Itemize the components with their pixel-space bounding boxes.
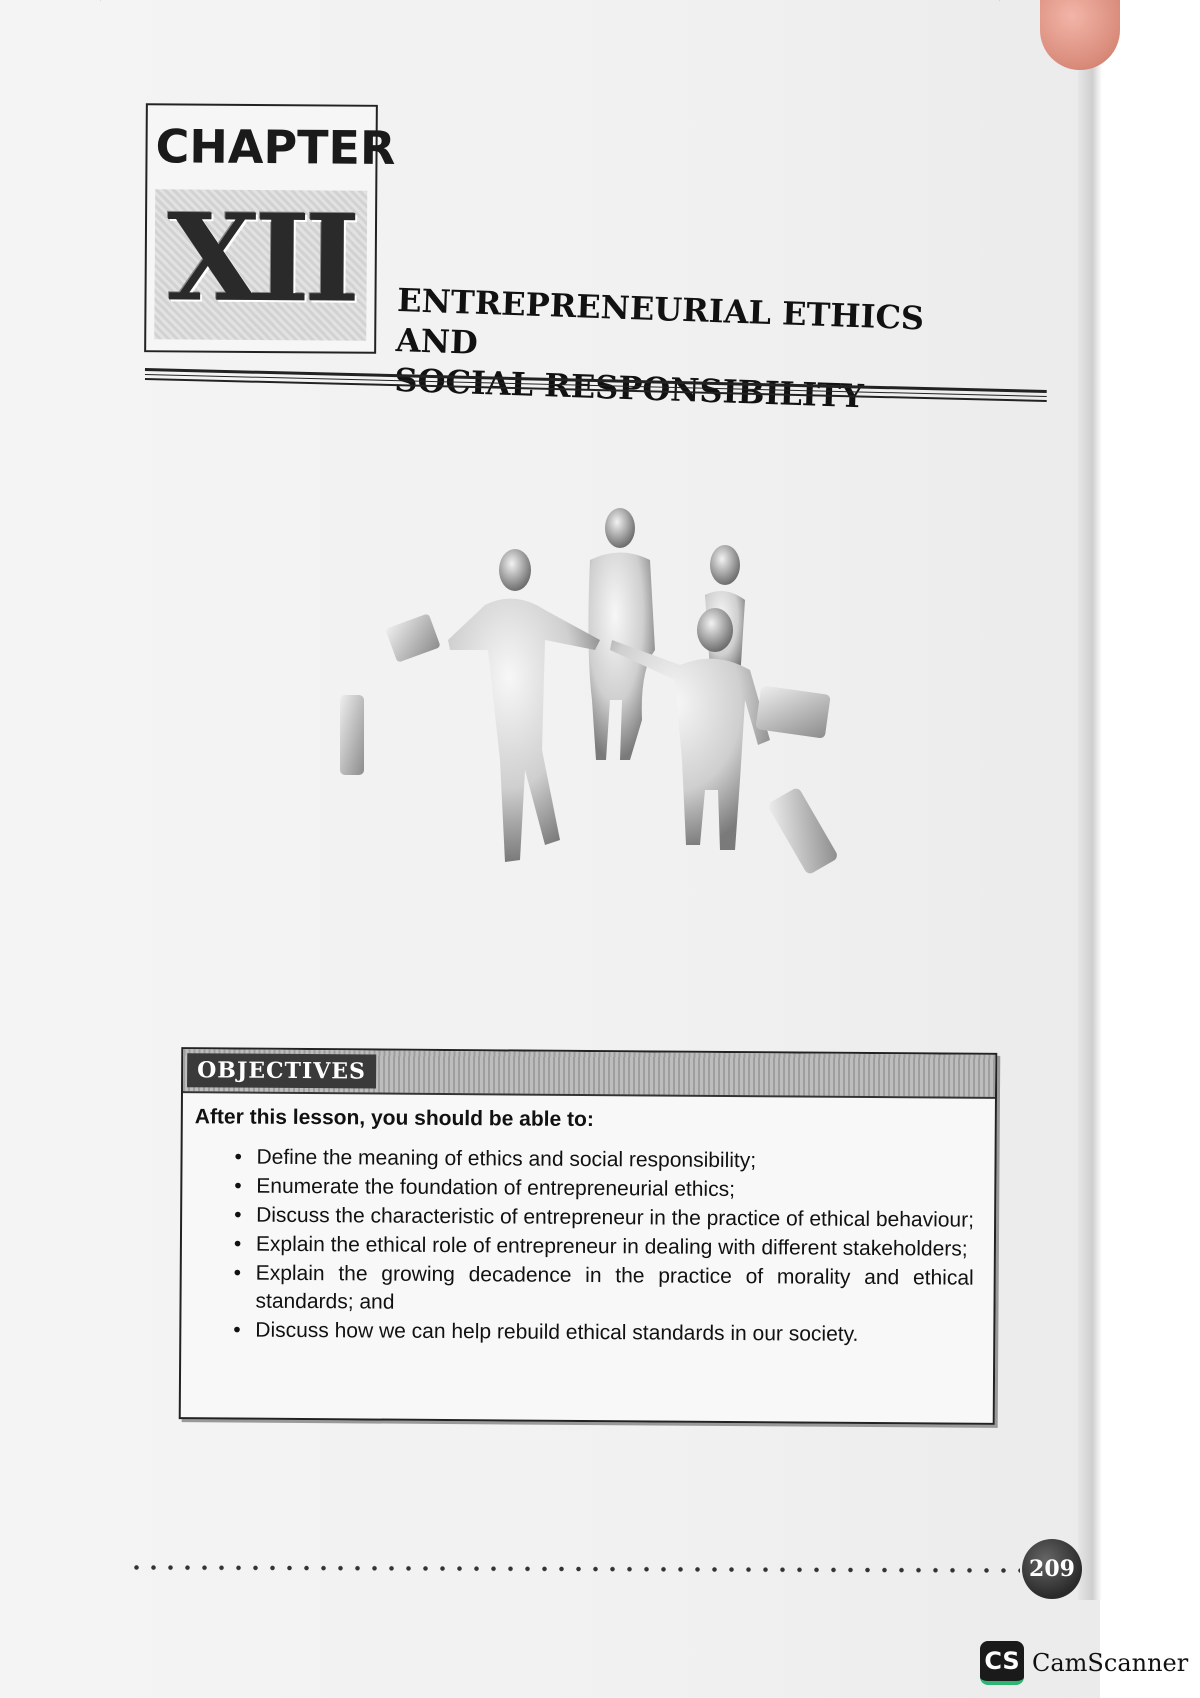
objectives-heading: OBJECTIVES bbox=[187, 1053, 376, 1088]
objective-item: • Discuss how we can help rebuild ethical standards in our society. bbox=[233, 1318, 859, 1346]
finger-icon bbox=[1040, 0, 1120, 70]
objective-item: • Enumerate the foundation of entrepreneurial ethics; bbox=[234, 1174, 736, 1202]
chapter-label: CHAPTER bbox=[155, 119, 396, 175]
chapter-numeral: XII bbox=[166, 187, 355, 330]
figure-back bbox=[588, 508, 655, 760]
chapter-title bbox=[394, 280, 998, 421]
objective-item: • Define the meaning of ethics and social responsibility; bbox=[234, 1145, 757, 1173]
camscanner-logo-icon: CS bbox=[980, 1641, 1024, 1685]
camscanner-name: CamScanner bbox=[1032, 1649, 1189, 1677]
chapter-title-line2: SOCIAL RESPONSIBILITY bbox=[393, 360, 865, 416]
chapter-title-line1: ENTREPRENEURIAL ETHICS AND bbox=[395, 280, 925, 362]
objectives-list bbox=[233, 1144, 974, 1351]
camscanner-watermark bbox=[980, 1640, 1188, 1686]
objectives-box bbox=[179, 1047, 998, 1425]
objective-item: • Discuss the characteristic of entrepreneur in the practice of ethical behaviour; bbox=[234, 1203, 975, 1232]
chapter-box bbox=[144, 103, 396, 354]
objectives-intro: After this lesson, you should be able to: bbox=[194, 1105, 594, 1132]
bullet-icon: • bbox=[233, 1318, 241, 1342]
bullet-icon: • bbox=[234, 1145, 242, 1169]
bullet-icon: • bbox=[234, 1174, 242, 1198]
page-number: 209 bbox=[1022, 1539, 1082, 1599]
figure-left bbox=[448, 549, 600, 862]
businesspeople-joining-hands-icon bbox=[320, 500, 880, 940]
objective-item: • Explain the ethical role of entrepreneur in dealing with different stakeholders; bbox=[233, 1232, 968, 1261]
bullet-icon: • bbox=[233, 1232, 242, 1256]
objective-item: • Explain the growing decadence in the practice of morality and ethical standards; and bbox=[233, 1261, 974, 1314]
page-curl bbox=[100, 0, 1000, 43]
bullet-icon: • bbox=[234, 1203, 242, 1227]
objectives-header-bar bbox=[183, 1049, 995, 1099]
paper-edge bbox=[1078, 40, 1102, 1600]
bullet-icon: • bbox=[233, 1261, 242, 1285]
